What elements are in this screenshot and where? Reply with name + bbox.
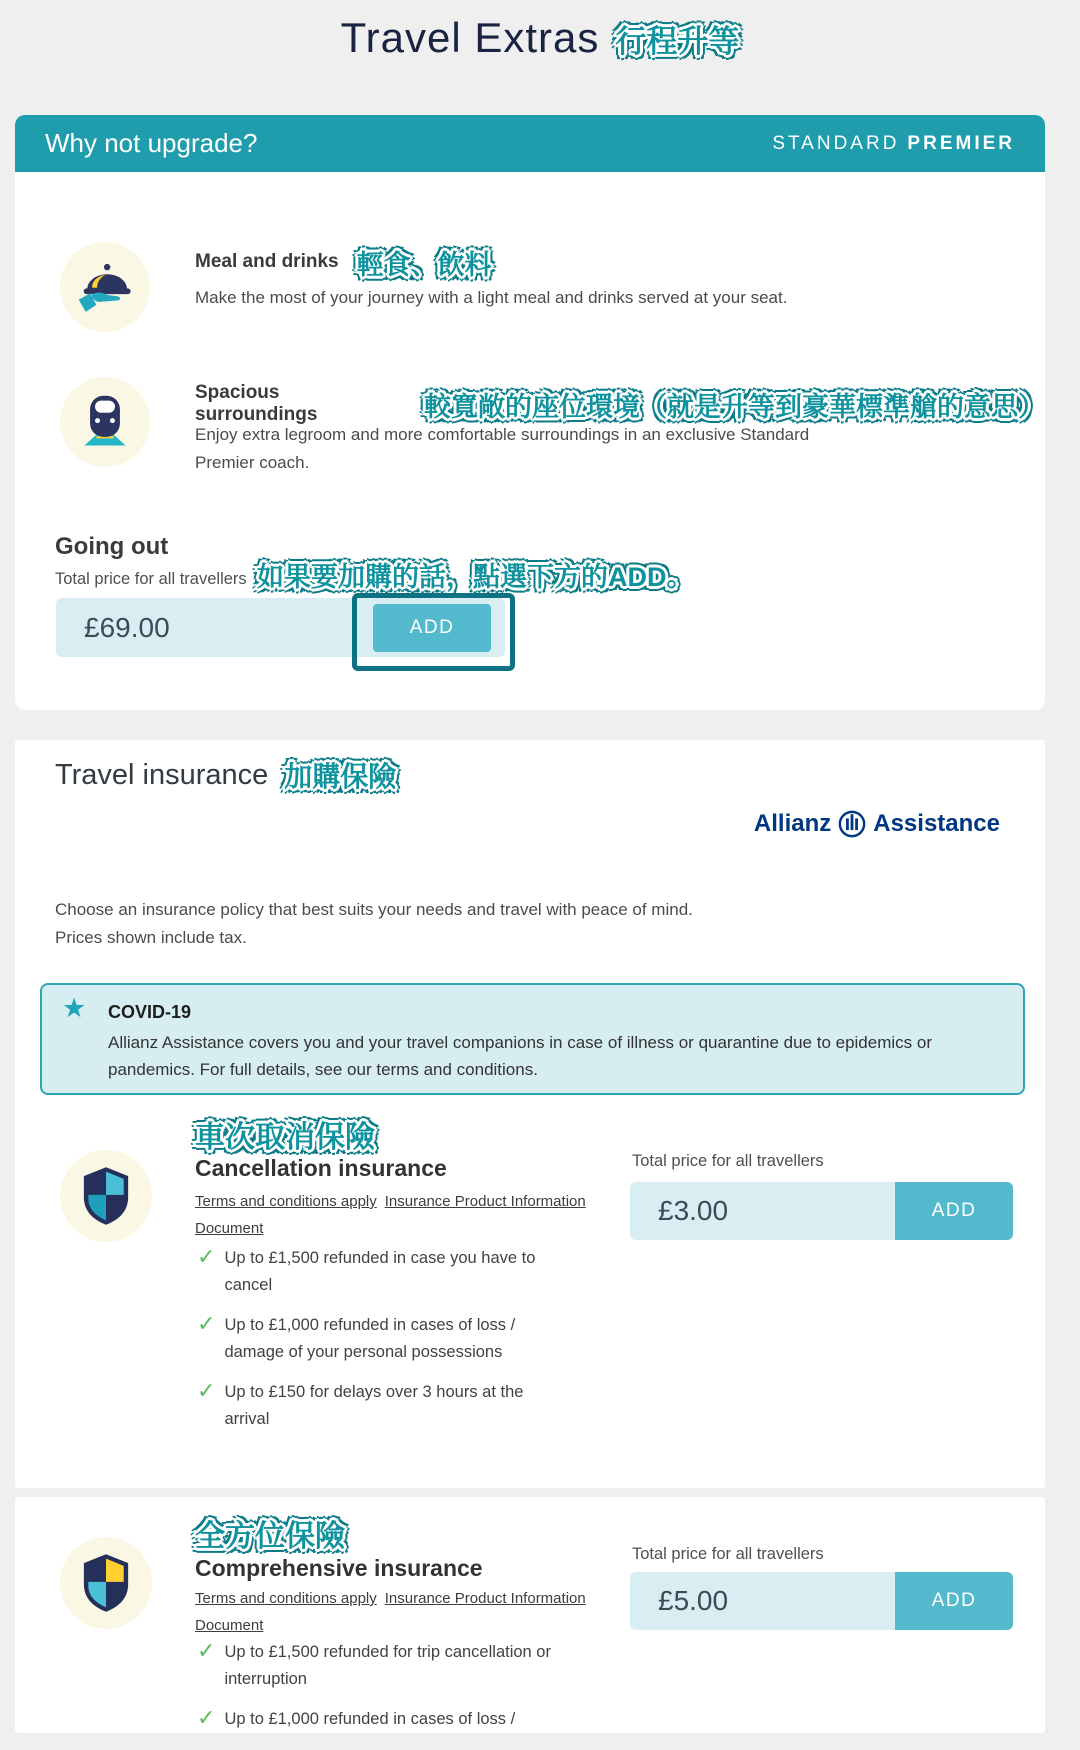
train-front-icon [73,390,137,454]
upgrade-total-price-label: Total price for all travellers [55,570,247,588]
train-front-icon [60,377,150,467]
ipid-link[interactable]: Insurance Product Information Document [195,1193,586,1237]
comprehensive-benefits-list [197,1639,559,1733]
cancellation-zh-annotation: 車次取消保險 [195,1121,375,1154]
upgrade-price-value: £69.00 [84,611,170,643]
upgrade-card [15,115,1045,710]
shield-yellow-icon [77,1552,135,1614]
insurance-intro-line2: Prices shown include tax. [55,928,247,947]
shield-teal-icon [77,1165,135,1227]
cancellation-benefits-list [197,1245,559,1446]
check-icon: ✓ [197,1311,216,1336]
cancellation-add-button[interactable]: ADD [895,1182,1013,1240]
allianz-assistance-logo [754,810,1000,838]
check-icon: ✓ [197,1705,216,1730]
allianz-circle-icon [838,810,866,838]
feature-spacious-description: Enjoy extra legroom and more comfortable surroundings in an exclusive Standard Premier coach. [195,425,810,472]
ipid-link[interactable]: Insurance Product Information Document [195,1590,586,1634]
feature-spacious-title-row [195,383,1045,425]
covid-info-box [40,983,1025,1095]
insurance-heading-row [55,755,396,795]
comprehensive-zh-annotation: 全方位保險 [195,1520,345,1553]
covid-title: COVID-19 [108,1002,192,1022]
cancellation-price-field [630,1182,895,1240]
terms-link[interactable]: Terms and conditions apply [195,1590,377,1607]
meal-cloche-icon [60,242,150,332]
feature-spacious-zh-annotation: 較寬敞的座位環境（就是升等到豪華標準艙的意思） [424,391,1045,422]
feature-meal-title-row [195,241,492,283]
benefit-item: ✓ Up to £1,500 refunded in case you have to cancel [197,1245,559,1299]
cancellation-plan-name: Cancellation insurance [195,1155,447,1181]
add-instruction-zh-annotation: 如果要加購的話，點選下方的ADD。 [257,562,694,592]
check-icon: ✓ [197,1638,216,1663]
comprehensive-card [15,1497,1045,1733]
cancellation-plan-links [195,1188,615,1242]
benefit-item: ✓ Up to £1,000 refunded in cases of loss / [197,1706,559,1733]
insurance-heading-zh-annotation: 加購保險 [284,761,397,792]
check-icon: ✓ [197,1244,216,1269]
benefit-item: ✓ Up to £1,000 refunded in cases of loss / damage of your personal possessions [197,1312,559,1366]
page-title [0,14,1080,62]
assistance-logo-text: Assistance [873,810,1000,837]
travel-class-label [772,133,1015,155]
insurance-intro-line1: Choose an insurance policy that best suits your needs and travel with peace of mind. [55,900,693,919]
benefit-item: ✓ Up to £150 for delays over 3 hours at the arrival [197,1379,559,1433]
feature-spacious-title: Spacious surroundings [195,382,318,425]
direction-label: Going out [55,533,169,560]
class-standard-label: STANDARD [772,132,900,154]
comprehensive-plan-links [195,1585,615,1639]
feature-meal-title: Meal and drinks [195,251,339,272]
cancellation-total-price-label: Total price for all travellers [632,1152,824,1170]
upgrade-card-header [15,115,1045,172]
cancellation-price-value: £3.00 [658,1195,729,1226]
comprehensive-add-button[interactable]: ADD [895,1572,1013,1630]
feature-meal-zh-annotation: 輕食、飲料 [356,249,492,280]
class-premier-label: PREMIER [907,132,1015,154]
comprehensive-price-row [630,1572,1013,1630]
covid-body-text: Allianz Assistance covers you and your travel companions in case of illness or quarantine due to epidemics or pandemics. For full details, see our terms and conditions. [108,1033,932,1079]
star-icon: ★ [62,993,87,1023]
shield-yellow-icon [60,1537,152,1629]
comprehensive-plan-name: Comprehensive insurance [195,1555,483,1581]
insurance-card [15,740,1045,1488]
meal-cloche-icon [73,255,137,319]
upgrade-add-button[interactable]: ADD [373,604,491,652]
page-title-zh-annotation: 行程升等 [615,23,740,59]
insurance-heading: Travel insurance [55,758,269,791]
check-icon: ✓ [197,1378,216,1403]
cancellation-price-row [630,1182,1013,1240]
allianz-logo-text: Allianz [753,810,832,837]
comprehensive-price-value: £5.00 [658,1585,729,1616]
upgrade-header-title: Why not upgrade? [45,128,258,158]
terms-link[interactable]: Terms and conditions apply [195,1193,377,1210]
comprehensive-price-field [630,1572,895,1630]
benefit-item: ✓ Up to £1,500 refunded for trip cancellation or interruption [197,1639,559,1693]
comprehensive-total-price-label: Total price for all travellers [632,1545,824,1563]
page-title-en: Travel Extras [340,14,600,61]
shield-teal-icon [60,1150,152,1242]
feature-meal-description: Make the most of your journey with a light meal and drinks served at your seat. [195,288,788,307]
